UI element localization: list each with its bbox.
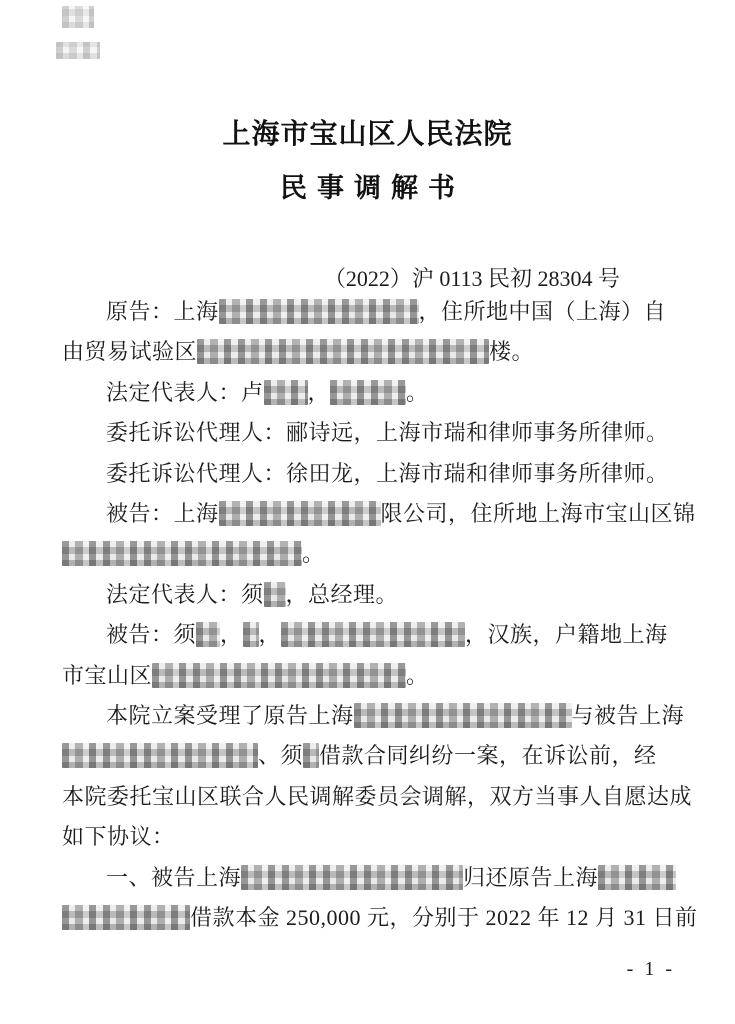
redacted-text [281, 622, 465, 647]
redacted-text [264, 582, 286, 607]
text-segment: 借款本金 250,000 元，分别于 2022 年 12 月 31 日前 [190, 905, 698, 931]
text-segment: 借款合同纠纷一案，在诉讼前，经 [319, 743, 657, 769]
case-number: （2022）沪 0113 民初 28304 号 [323, 266, 620, 291]
text-segment: 被告：上海 [106, 501, 219, 527]
text-segment: 法定代表人：须 [106, 581, 264, 607]
redacted-corner-mark [56, 42, 100, 59]
document-line [62, 454, 672, 494]
text-segment: ， [258, 622, 282, 648]
redacted-text [62, 541, 302, 566]
document-line [62, 858, 672, 898]
text-segment: 本院委托宝山区联合人民调解委员会调解，双方当事人自愿达成 [62, 783, 693, 809]
document-line [62, 615, 672, 655]
text-segment: 如下协议： [62, 824, 175, 850]
redacted-text [330, 380, 406, 405]
text-segment: 。 [406, 379, 429, 405]
document-line [62, 494, 696, 534]
redacted-corner-mark [62, 6, 94, 28]
text-segment: ，住所地中国（上海）自 [418, 299, 667, 324]
document-line [62, 656, 672, 696]
text-segment: 、须 [258, 743, 304, 769]
document-line [62, 777, 693, 817]
text-segment: 本院立案受理了原告上海 [106, 703, 354, 729]
redacted-text [303, 743, 319, 768]
document-line [62, 696, 685, 736]
document-type-title: 民事调解书 [280, 173, 465, 203]
text-segment: 楼。 [489, 339, 535, 365]
page-number: - 1 - [626, 958, 675, 980]
redacted-text [598, 865, 676, 890]
document-line [62, 292, 672, 332]
document-line [62, 575, 672, 615]
text-segment: 委托诉讼代理人：郦诗远，上海市瑞和律师事务所律师。 [106, 420, 669, 446]
document-line [62, 817, 672, 857]
court-title: 上海市宝山区人民法院 [222, 119, 513, 150]
document-line [62, 898, 698, 938]
text-segment: ， [220, 622, 243, 648]
text-segment: 限公司，住所地上海市宝山区锦 [380, 501, 696, 527]
redacted-text [219, 299, 419, 324]
text-segment: 由贸易试验区 [62, 339, 198, 365]
text-segment: ，汉族，户籍地上海 [465, 622, 668, 648]
document-body [62, 292, 698, 939]
text-segment: 被告：须 [106, 622, 197, 648]
redacted-text [62, 905, 190, 930]
document-line [62, 736, 672, 776]
redacted-text [354, 703, 572, 728]
document-line [62, 534, 672, 574]
redacted-text [62, 743, 258, 768]
document-line [62, 332, 672, 372]
text-segment: 与被告上海 [571, 703, 685, 729]
redacted-text [243, 622, 259, 647]
document-line [62, 373, 672, 413]
redacted-text [197, 339, 489, 364]
redacted-text [219, 501, 381, 526]
text-segment: 归还原告上海 [463, 864, 599, 890]
text-segment: 。 [406, 662, 429, 688]
text-segment: ， [307, 379, 331, 405]
text-segment: 一、被告上海 [106, 864, 242, 890]
text-segment: 法定代表人：卢 [106, 379, 264, 405]
redacted-text [196, 622, 220, 647]
text-segment: 市宝山区 [62, 662, 153, 688]
text-segment: 委托诉讼代理人：徐田龙，上海市瑞和律师事务所律师。 [106, 460, 669, 486]
document-line [62, 413, 672, 453]
redacted-text [241, 865, 463, 890]
text-segment: 。 [302, 541, 325, 567]
redacted-text [152, 663, 406, 688]
text-segment: 原告：上海 [106, 299, 219, 324]
redacted-text [264, 380, 308, 405]
text-segment: ，总经理。 [285, 581, 399, 607]
